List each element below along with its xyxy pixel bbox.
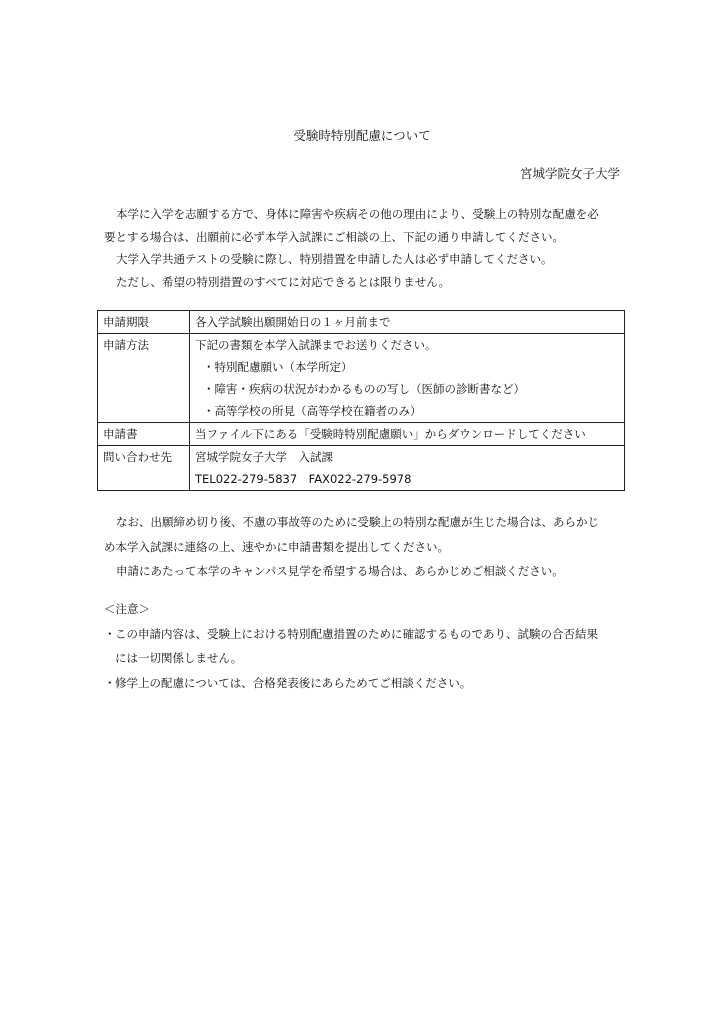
table-row-contact [98,446,625,491]
method-item: ・障害・疾病の状況がわかるものの写し（医師の診断書など） [203,382,525,396]
notes-line: 申請にあたって本学のキャンパス見学を希望する場合は、あらかじめご相談ください。 [116,564,564,578]
intro-line: 本学に入学を志願する方で、身体に障害や疾病その他の理由により、受験上の特別な配慮を必 [116,207,599,221]
intro-line: 大学入学共通テストの受験に際し、特別措置を申請した人は必ず申請してください。 [116,252,553,266]
contact-label: 問い合わせ先 [103,450,172,464]
method-item: ・特別配慮願い（本学所定） [203,360,353,374]
caution-item [104,671,624,696]
organization-name: 宮城学院女子大学 [519,166,620,181]
caution-item-continuation [104,646,624,671]
table-row-form [98,423,625,446]
table-row-method [98,334,625,423]
intro-paragraph [104,203,624,293]
method-label: 申請方法 [103,338,149,352]
caution-item-text: には一切関係しません。 [115,651,243,665]
method-item: ・高等学校の所見（高等学校在籍者のみ） [203,404,422,418]
caution-section [104,597,624,695]
caution-item [104,622,624,647]
form-label: 申請書 [103,427,138,441]
caution-item-text: 修学上の配慮については、合格発表後にあらためてご相談ください。 [115,675,472,690]
contact-phone: TEL022-279-5837 FAX022-279-5978 [195,472,412,486]
contact-office: 宮城学院女子大学 入試課 [195,450,333,464]
table-row-period [98,311,625,334]
caution-item-text: この申請内容は、受験上における特別配慮措置のために確認するものであり、試験の合否結果 [115,626,598,641]
period-value: 各入学試験出願開始日の１ヶ月前まで [195,315,391,329]
intro-line: ただし、希望の特別措置のすべてに対応できるとは限りません。 [116,274,450,289]
notes-paragraph [104,510,624,584]
method-intro: 下記の書類を本学入試課までお送りください。 [195,338,437,352]
application-info-table [97,310,625,491]
bullet-dot: ・ [104,626,116,641]
form-value: 当ファイル下にある「受験時特別配慮願い」からダウンロードしてください [195,427,586,441]
page-title: 受験時特別配慮について [293,128,431,143]
notes-line: なお、出願締め切り後、不慮の事故等のために受験上の特別な配慮が生じた場合は、あらかじ [116,515,599,529]
notes-line: め本学入試課に連絡の上、速やかに申請書類を提出してください。 [104,539,449,554]
period-label: 申請期限 [103,315,149,329]
caution-heading: ＜注意＞ [104,602,150,616]
bullet-dot: ・ [104,675,116,690]
intro-line: 要とする場合は、出願前に必ず本学入試課にご相談の上、下記の通り申請してください。 [104,229,564,244]
